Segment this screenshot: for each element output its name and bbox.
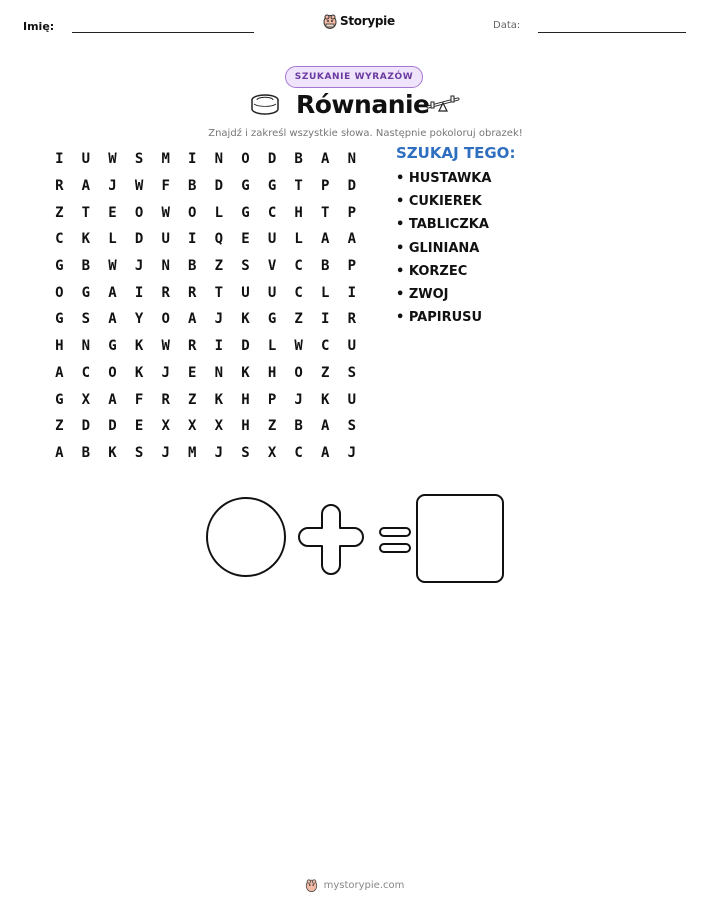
grid-cell[interactable]: P (347, 204, 357, 221)
grid-cell[interactable]: O (161, 311, 170, 328)
grid-cell[interactable]: I (347, 284, 357, 301)
grid-row (46, 226, 365, 253)
grid-cell[interactable]: A (55, 444, 64, 461)
word-item: • HUSTAWKA (396, 171, 492, 186)
grid-cell[interactable]: A (108, 311, 117, 328)
grid-cell[interactable]: G (55, 258, 64, 275)
grid-cell[interactable]: O (134, 204, 144, 221)
grid-row (46, 199, 365, 226)
grid-cell[interactable]: S (134, 444, 144, 461)
grid-cell[interactable]: M (188, 444, 197, 461)
brand-logo (323, 13, 395, 29)
category-badge: SZUKANIE WYRAZÓW (285, 66, 423, 88)
grid-cell[interactable]: A (108, 391, 117, 408)
grid-cell[interactable]: N (347, 151, 357, 168)
grid-cell[interactable]: J (134, 258, 144, 275)
grid-cell[interactable]: C (267, 204, 277, 221)
word-search-grid[interactable] (46, 146, 365, 466)
grid-cell[interactable]: D (267, 151, 277, 168)
grid-cell[interactable]: K (321, 391, 330, 408)
grid-row (46, 279, 365, 306)
grid-cell[interactable]: Z (214, 258, 224, 275)
grid-cell[interactable]: A (347, 231, 357, 248)
word-item: • KORZEC (396, 263, 468, 279)
equals-icon[interactable] (380, 528, 410, 552)
instructions: Znajdź i zakreśl wszystkie słowa. Następnie pokoloruj obrazek! (208, 128, 523, 139)
grid-cell[interactable]: D (134, 231, 144, 248)
grid-cell[interactable]: R (188, 338, 197, 355)
grid-cell[interactable]: O (188, 204, 197, 221)
grid-cell[interactable]: E (134, 418, 144, 435)
grid-cell[interactable]: J (214, 311, 224, 328)
grid-cell[interactable]: I (321, 311, 330, 328)
grid-row (46, 440, 365, 467)
grid-cell[interactable]: L (108, 231, 117, 248)
grid-cell[interactable]: J (214, 444, 224, 461)
grid-cell[interactable]: L (214, 204, 224, 221)
grid-cell[interactable]: I (188, 231, 197, 248)
grid-cell[interactable]: B (294, 418, 303, 435)
grid-cell[interactable]: A (81, 178, 91, 195)
grid-cell[interactable]: S (347, 418, 357, 435)
grid-cell[interactable]: L (267, 338, 277, 355)
grid-cell[interactable]: S (241, 258, 250, 275)
grid-cell[interactable]: U (347, 338, 357, 355)
grid-cell[interactable]: C (294, 444, 303, 461)
grid-cell[interactable]: O (55, 284, 64, 301)
grid-cell[interactable]: F (134, 391, 144, 408)
grid-cell[interactable]: P (321, 178, 330, 195)
grid-cell[interactable]: A (55, 364, 64, 381)
grid-cell[interactable]: R (55, 178, 64, 195)
word-item: • CUKIEREK (396, 194, 482, 210)
grid-cell[interactable]: U (267, 284, 277, 301)
word-item: • PAPIRUSU (396, 310, 483, 326)
grid-cell[interactable]: A (188, 311, 197, 328)
grid-cell[interactable]: T (81, 204, 91, 221)
grid-cell[interactable]: D (81, 418, 91, 435)
grid-cell[interactable]: D (241, 338, 250, 355)
grid-cell[interactable]: J (161, 444, 170, 461)
grid-cell[interactable]: Z (188, 391, 197, 408)
scroll-icon (250, 93, 280, 117)
grid-cell[interactable]: K (134, 364, 144, 381)
grid-row (46, 413, 365, 440)
grid-cell[interactable]: W (161, 338, 170, 355)
page-title: Równanie (296, 90, 430, 119)
storypie-mascot-icon (323, 13, 337, 29)
grid-row (46, 360, 365, 387)
grid-cell[interactable]: R (347, 311, 357, 328)
grid-cell[interactable]: G (241, 204, 250, 221)
grid-cell[interactable]: P (267, 391, 277, 408)
word-list-title: SZUKAJ TEGO: (396, 144, 516, 162)
grid-cell[interactable]: Z (55, 418, 64, 435)
grid-cell[interactable]: G (108, 338, 117, 355)
grid-cell[interactable]: U (347, 391, 357, 408)
grid-cell[interactable]: Z (267, 418, 277, 435)
grid-cell[interactable]: W (108, 151, 117, 168)
grid-cell[interactable]: F (161, 178, 170, 195)
grid-cell[interactable]: R (188, 284, 197, 301)
grid-cell[interactable]: B (81, 444, 91, 461)
grid-cell[interactable]: S (134, 151, 144, 168)
grid-cell[interactable]: G (267, 178, 277, 195)
grid-row (46, 386, 365, 413)
grid-cell[interactable]: M (161, 151, 170, 168)
seesaw-icon (425, 95, 461, 113)
grid-cell[interactable]: K (214, 391, 224, 408)
grid-cell[interactable]: R (161, 391, 170, 408)
grid-cell[interactable]: I (55, 151, 64, 168)
grid-cell[interactable]: G (81, 284, 91, 301)
title-row (250, 90, 470, 124)
grid-cell[interactable]: T (321, 204, 330, 221)
grid-cell[interactable]: A (321, 444, 330, 461)
grid-cell[interactable]: K (241, 311, 250, 328)
grid-cell[interactable]: Y (134, 311, 144, 328)
grid-cell[interactable]: C (294, 284, 303, 301)
grid-cell[interactable]: Z (321, 364, 330, 381)
grid-cell[interactable]: U (161, 231, 170, 248)
grid-cell[interactable]: X (161, 418, 170, 435)
grid-cell[interactable]: B (188, 258, 197, 275)
grid-cell[interactable]: B (188, 178, 197, 195)
grid-cell[interactable]: X (267, 444, 277, 461)
grid-cell[interactable]: H (241, 418, 250, 435)
grid-cell[interactable]: C (55, 231, 64, 248)
grid-cell[interactable]: B (321, 258, 330, 275)
grid-cell[interactable]: O (294, 364, 303, 381)
name-label: Imię: (23, 20, 55, 33)
grid-cell[interactable]: G (55, 391, 64, 408)
square-icon[interactable] (417, 495, 503, 582)
grid-cell[interactable]: D (347, 178, 357, 195)
grid-cell[interactable]: C (321, 338, 330, 355)
grid-cell[interactable]: D (108, 418, 117, 435)
grid-cell[interactable]: T (294, 178, 303, 195)
footer (0, 878, 709, 892)
grid-cell[interactable]: E (108, 204, 117, 221)
grid-row (46, 306, 365, 333)
grid-cell[interactable]: I (188, 151, 197, 168)
footer-website[interactable]: mystorypie.com (323, 879, 405, 891)
grid-cell[interactable]: I (134, 284, 144, 301)
grid-cell[interactable]: J (161, 364, 170, 381)
grid-cell[interactable]: K (108, 444, 117, 461)
date-label: Data: (493, 20, 521, 31)
grid-cell[interactable]: X (188, 418, 197, 435)
grid-cell[interactable]: E (241, 231, 250, 248)
grid-row (46, 253, 365, 280)
grid-cell[interactable]: N (214, 151, 224, 168)
grid-cell[interactable]: J (108, 178, 117, 195)
grid-cell[interactable]: N (214, 364, 224, 381)
grid-cell[interactable]: W (134, 178, 144, 195)
grid-cell[interactable]: T (214, 284, 224, 301)
grid-cell[interactable]: G (267, 311, 277, 328)
grid-cell[interactable]: G (241, 178, 250, 195)
plus-icon[interactable] (299, 505, 363, 574)
grid-cell[interactable]: H (241, 391, 250, 408)
grid-cell[interactable]: V (267, 258, 277, 275)
grid-cell[interactable]: J (294, 391, 303, 408)
grid-cell[interactable]: G (55, 311, 64, 328)
grid-cell[interactable]: S (81, 311, 91, 328)
word-item: • TABLICZKA (396, 217, 489, 233)
grid-cell[interactable]: K (241, 364, 250, 381)
grid-cell[interactable]: P (347, 258, 357, 275)
equation-coloring-picture[interactable] (200, 490, 510, 590)
word-list (396, 144, 515, 333)
grid-cell[interactable]: S (347, 364, 357, 381)
grid-cell[interactable]: I (214, 338, 224, 355)
grid-cell[interactable]: H (294, 204, 303, 221)
grid-row (46, 333, 365, 360)
grid-cell[interactable]: J (347, 444, 357, 461)
grid-cell[interactable]: E (188, 364, 197, 381)
grid-cell[interactable]: L (294, 231, 303, 248)
grid-cell[interactable]: A (108, 284, 117, 301)
word-item: • GLINIANA (396, 240, 480, 256)
grid-cell[interactable]: X (81, 391, 91, 408)
word-item: • ZWOJ (396, 286, 449, 302)
grid-cell[interactable]: C (294, 258, 303, 275)
name-line[interactable] (72, 32, 254, 33)
grid-cell[interactable]: Z (294, 311, 303, 328)
grid-cell[interactable]: W (294, 338, 303, 355)
brand-name: Storypie (340, 14, 395, 28)
grid-cell[interactable]: U (267, 231, 277, 248)
circle-icon[interactable] (207, 498, 285, 576)
storypie-mascot-icon (305, 878, 318, 892)
grid-cell[interactable]: D (214, 178, 224, 195)
header (0, 0, 709, 50)
grid-row (46, 146, 365, 173)
grid-cell[interactable]: B (294, 151, 303, 168)
grid-cell[interactable]: Q (214, 231, 224, 248)
grid-cell[interactable]: A (321, 418, 330, 435)
grid-cell[interactable]: K (134, 338, 144, 355)
grid-row (46, 173, 365, 200)
grid-cell[interactable]: N (81, 338, 91, 355)
grid-cell[interactable]: A (321, 231, 330, 248)
grid-cell[interactable]: N (161, 258, 170, 275)
grid-cell[interactable]: S (241, 444, 250, 461)
grid-cell[interactable]: Z (55, 204, 64, 221)
grid-cell[interactable]: C (81, 364, 91, 381)
grid-cell[interactable]: O (108, 364, 117, 381)
grid-cell[interactable]: K (81, 231, 91, 248)
grid-cell[interactable]: H (55, 338, 64, 355)
grid-cell[interactable]: B (81, 258, 91, 275)
grid-cell[interactable]: W (108, 258, 117, 275)
grid-cell[interactable]: H (267, 364, 277, 381)
grid-cell[interactable]: A (321, 151, 330, 168)
date-line[interactable] (538, 32, 686, 33)
grid-cell[interactable]: O (241, 151, 250, 168)
grid-cell[interactable]: U (241, 284, 250, 301)
grid-cell[interactable]: R (161, 284, 170, 301)
grid-cell[interactable]: U (81, 151, 91, 168)
grid-cell[interactable]: W (161, 204, 170, 221)
grid-cell[interactable]: X (214, 418, 224, 435)
grid-cell[interactable]: L (321, 284, 330, 301)
